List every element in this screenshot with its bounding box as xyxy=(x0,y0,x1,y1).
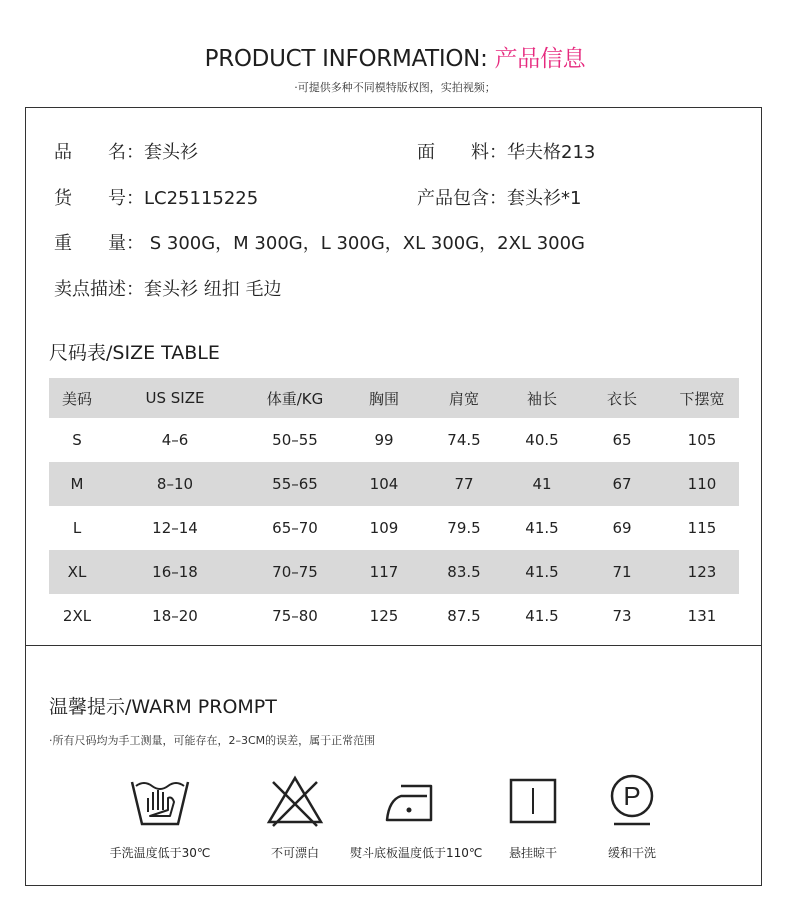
info-fabric xyxy=(417,138,595,164)
table-header: US SIZE xyxy=(145,389,205,407)
table-cell: 70–75 xyxy=(272,563,318,581)
package-label: 产品包含： xyxy=(417,188,507,209)
section-divider xyxy=(25,645,762,646)
weight-value: S 300G，M 300G，L 300G，XL 300G，2XL 300G xyxy=(144,233,586,254)
name-value: 套头衫 xyxy=(144,142,198,163)
table-row xyxy=(49,594,739,638)
care-label: 熨斗底板温度低于110℃ xyxy=(350,846,483,860)
table-cell: 65 xyxy=(612,431,632,449)
care-item-hand-wash xyxy=(95,772,225,861)
table-cell: XL xyxy=(67,563,87,581)
size-table xyxy=(49,378,739,638)
warm-prompt-title: 温馨提示/WARM PROMPT xyxy=(49,696,277,718)
title-cn: 产品信息 xyxy=(494,46,586,72)
table-cell: 115 xyxy=(687,519,717,537)
table-header: 袖长 xyxy=(526,389,557,408)
table-cell: 41.5 xyxy=(525,607,559,625)
table-cell: 117 xyxy=(369,563,399,581)
table-cell: 83.5 xyxy=(447,563,481,581)
table-header: 体重/KG xyxy=(266,389,324,408)
table-header: 美码 xyxy=(61,389,92,408)
selling-label: 卖点描述： xyxy=(54,279,144,300)
table-header: 衣长 xyxy=(606,389,637,408)
table-cell: 79.5 xyxy=(447,519,481,537)
page-subtitle: ·可提供多种不同模特版权图，实拍视频； xyxy=(294,81,496,94)
warm-prompt-note: ·所有尺码均为手工测量，可能存在，2–3CM的误差，属于正常范围 xyxy=(49,734,376,747)
weight-label: 重 量： xyxy=(54,233,144,254)
hand-wash-icon xyxy=(128,772,192,830)
table-row xyxy=(49,506,739,550)
no-bleach-icon xyxy=(263,772,327,830)
table-cell: M xyxy=(70,475,84,493)
table-cell: 125 xyxy=(369,607,399,625)
hang-dry-icon xyxy=(501,772,565,830)
table-cell: 55–65 xyxy=(272,475,318,493)
svg-text:P: P xyxy=(623,781,641,811)
table-cell: 75–80 xyxy=(272,607,318,625)
table-cell: 69 xyxy=(612,519,632,537)
table-cell: 123 xyxy=(687,563,717,581)
info-weight xyxy=(54,229,585,255)
selling-value: 套头衫 纽扣 毛边 xyxy=(144,279,282,300)
table-header: 胸围 xyxy=(368,389,399,408)
table-cell: 109 xyxy=(369,519,399,537)
table-cell: 41.5 xyxy=(525,563,559,581)
table-row xyxy=(49,550,739,594)
table-cell: 18–20 xyxy=(152,607,198,625)
info-selling xyxy=(54,275,281,301)
size-table-title: 尺码表/SIZE TABLE xyxy=(49,342,220,364)
table-cell: 65–70 xyxy=(272,519,318,537)
info-sku xyxy=(54,184,258,210)
table-cell: 50–55 xyxy=(272,431,318,449)
table-cell: 74.5 xyxy=(447,431,481,449)
table-cell: 110 xyxy=(687,475,717,493)
table-cell: 16–18 xyxy=(152,563,198,581)
fabric-value: 华夫格213 xyxy=(507,142,596,163)
table-cell: 73 xyxy=(612,607,632,625)
table-header-row xyxy=(49,378,739,418)
table-cell: 12–14 xyxy=(152,519,198,537)
table-row xyxy=(49,462,739,506)
iron-icon xyxy=(383,772,447,830)
care-label: 悬挂晾干 xyxy=(508,846,557,860)
table-cell: 67 xyxy=(612,475,632,493)
info-name xyxy=(54,138,198,164)
table-cell: 104 xyxy=(369,475,399,493)
care-label: 不可漂白 xyxy=(270,846,319,860)
page-title xyxy=(0,40,790,73)
info-package xyxy=(417,184,581,210)
table-header: 肩宽 xyxy=(448,389,479,408)
title-en: PRODUCT INFORMATION: xyxy=(204,46,488,72)
table-cell: 105 xyxy=(687,431,717,449)
care-item-gentle-dry-clean xyxy=(567,772,697,861)
table-cell: 2XL xyxy=(62,607,92,625)
table-cell: 40.5 xyxy=(525,431,559,449)
table-cell: 87.5 xyxy=(447,607,481,625)
care-item-no-bleach xyxy=(230,772,360,861)
table-cell: 41 xyxy=(532,475,552,493)
sku-value: LC25115225 xyxy=(144,188,259,209)
table-cell: L xyxy=(72,519,82,537)
table-row xyxy=(49,418,739,462)
table-cell: 4–6 xyxy=(161,431,189,449)
package-value: 套头衫*1 xyxy=(507,188,582,209)
table-cell: 41.5 xyxy=(525,519,559,537)
table-cell: 71 xyxy=(612,563,632,581)
table-cell: S xyxy=(72,431,82,449)
table-header: 下摆宽 xyxy=(679,389,725,408)
table-cell: 8–10 xyxy=(156,475,194,493)
gentle-dry-clean-icon xyxy=(600,772,664,830)
fabric-label: 面 料： xyxy=(417,142,507,163)
table-cell: 77 xyxy=(454,475,474,493)
name-label: 品 名： xyxy=(54,142,144,163)
sku-label: 货 号： xyxy=(54,188,144,209)
table-cell: 99 xyxy=(374,431,394,449)
care-label: 缓和干洗 xyxy=(607,846,656,860)
table-cell: 131 xyxy=(687,607,717,625)
care-item-iron xyxy=(350,772,483,861)
care-label: 手洗温度低于30℃ xyxy=(109,846,211,860)
